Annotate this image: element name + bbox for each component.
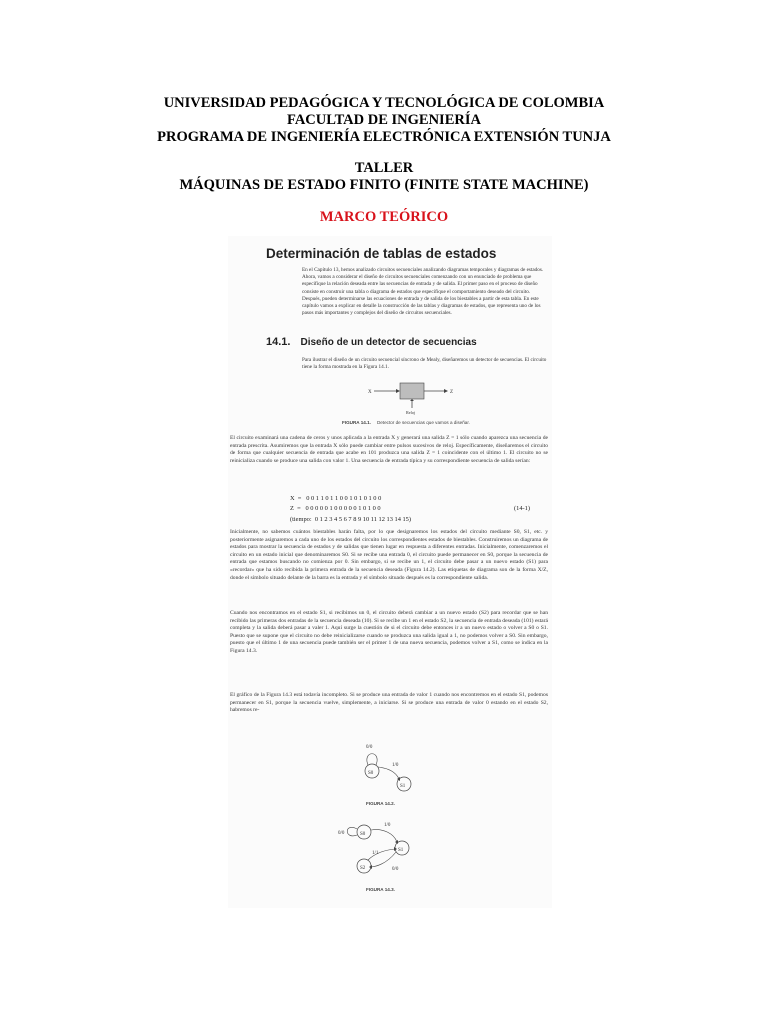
equation-number: (14-1) (514, 505, 530, 512)
section-title: Diseño de un detector de secuencias (300, 337, 477, 348)
fig3-state-s2: S2 (360, 866, 366, 871)
sequence-x: X = 0 0 1 1 0 1 1 0 0 1 0 1 0 1 0 0 (290, 495, 382, 502)
document-title: MÁQUINAS DE ESTADO FINITO (FINITE STATE MACHINE) (179, 177, 589, 193)
figure-14-1-number: FIGURA 14.1. (342, 420, 371, 425)
faculty-name: FACULTAD DE INGENIERÍA (287, 112, 481, 128)
fig3-state-s0: S0 (360, 832, 366, 837)
university-name: UNIVERSIDAD PEDAGÓGICA Y TECNOLÓGICA DE COLOMBIA (163, 95, 605, 111)
section-heading: MARCO TEÓRICO (319, 209, 449, 225)
document-type: TALLER (354, 160, 414, 176)
state-diagram-14-2 (356, 736, 436, 796)
fig2-edge-label: 1/0 (392, 763, 399, 768)
figure-14-1-caption (342, 420, 470, 425)
paragraph-1: El circuito examinará una cadena de ceros y unos aplicada a la entrada X y generará una salida Z = 1 sólo cuando aparezca una secuencia de entrada prescrita. Asumiremos que la entrada X sólo puede cambiar entre pulsos sucesivos de reloj. Específicamente, diseñaremos el circuito de forma que cualquier secuencia de entrada que acabe en 101 produzca una salida Z = 1 coincidente con el último 1. El circuito no se reinicializa cuando se produce una salida con valor 1. Una secuencia de entrada típica y su correspondiente secuencia de salida serían: (230, 435, 548, 464)
figure-14-1-text: Detector de secuencias que vamos a diseñar. (376, 420, 470, 425)
sequence-detector-block-diagram (368, 378, 458, 418)
fig2-state-s1: S1 (400, 784, 406, 789)
paragraph-2: Inicialmente, no sabemos cuántos biestables harán falta, por lo que designaremos los estados del circuito mediante S0, S1, etc. y posteriormente asignaremos a cada uno de los estados del circuito los correspondientes estados de biestables. Construiremos un diagrama de estados para mostrar la secuencia de estados y de salidas que tienen lugar en respuesta a diferentes entradas. Inicialmente, comenzaremos el circuito en un estado inicial que denominaremos S0. Si se recibe una entrada 0, el circuito puede permanecer en S0, porque la secuencia de entrada que estamos buscando no comienza por 0. Sin embargo, si se recibe un 1, el circuito debe pasar a un nuevo estado (S1) para «recordar» que ha sido recibida la primera entrada de la secuencia deseada (Figura 14.2). Las etiquetas de diagrama son de la forma X/Z, donde el símbolo situado delante de la barra es la entrada y el símbolo situado después es la correspondiente salida. (230, 529, 548, 581)
fig3-edge-21-label: 1/1 (372, 851, 379, 856)
fig3-state-s1: S1 (398, 848, 404, 853)
figure-14-3-caption: FIGURA 14.3. (366, 887, 395, 892)
state-diagram-14-3 (338, 814, 448, 884)
clock-label: Reloj (406, 410, 416, 415)
section-heading-14-1 (266, 336, 477, 348)
sequence-z: Z = 0 0 0 0 0 1 0 0 0 0 0 1 0 1 0 0 (290, 505, 381, 512)
scanned-book-page (228, 236, 552, 908)
figure-14-2-caption: FIGURA 14.2. (366, 801, 395, 806)
fig3-loop-label: 0/0 (338, 831, 345, 836)
chapter-title: Determinación de tablas de estados (266, 246, 497, 261)
fig3-edge-12-label: 0/0 (392, 867, 399, 872)
chapter-intro: En el Capítulo 13, hemos analizado circuitos secuenciales analizando diagramas temporales y diagramas de estados. Ahora, vamos a considerar el diseño de circuitos secuenciales comenzando con un enunciado de problema que especifique la relación deseada entre las secuencias de entrada y de salida. El primer paso en el proceso de diseño consiste en construir una tabla o diagrama de estados que especifique el comportamiento deseado del circuito. Después, pueden determinarse las ecuaciones de entrada y de salida de los biestables a partir de esta tabla. En este capítulo vamos a explicar en detalle la construcción de las tablas y diagramas de estados, que representa uno de los pasos más importantes y complejos del diseño de circuitos secuenciales. (302, 267, 544, 317)
fig2-loop-label: 0/0 (366, 745, 373, 750)
sequence-time: (tiempo: 0 1 2 3 4 5 6 7 8 9 10 11 12 13 14 15) (290, 516, 412, 523)
input-x-label: X (368, 390, 372, 395)
fig3-edge-01-label: 1/0 (384, 823, 391, 828)
paragraph-3: Cuando nos encontramos en el estado S1, si recibimos un 0, el circuito deberá cambiar a un nuevo estado (S2) para recordar que se han recibido las primeras dos entradas de la secuencia deseada (10). Si se recibe un 1 en el estado S2, la secuencia de entrada deseada (101) estará completa y la salida deberá pasar a valer 1. Aquí surge la cuestión de si el circuito debe entonces ir a un nuevo estado o volver a S0 o S1. Puesto que se supone que el circuito no debe reinicializarse cuando se produzca una salida igual a 1, no podemos volver a S0. Sin embargo, puesto que el último 1 de una secuencia puede también ser el primer 1 de una nueva secuencia, podemos volver a S1, como se indica en la Figura 14.3. (230, 610, 548, 654)
section-intro: Para ilustrar el diseño de un circuito secuencial síncrono de Mealy, diseñaremos un detector de secuencias. El circuito tiene la forma mostrada en la Figura 14.1. (302, 357, 547, 371)
paragraph-4: El gráfico de la Figura 14.3 está todavía incompleto. Si se produce una entrada de valor 1 cuando nos encontremos en el estado S1, podemos permanecer en S1, porque la secuencia vuelve, simplemente, a iniciarse. Si se produce una entrada de valor 0 estando en el estado S2, habremos re- (230, 692, 548, 714)
fig2-state-s0: S0 (368, 771, 374, 776)
program-name: PROGRAMA DE INGENIERÍA ELECTRÓNICA EXTENSIÓN TUNJA (157, 129, 611, 145)
section-number: 14.1. (266, 336, 291, 348)
output-z-label: Z (450, 390, 454, 395)
